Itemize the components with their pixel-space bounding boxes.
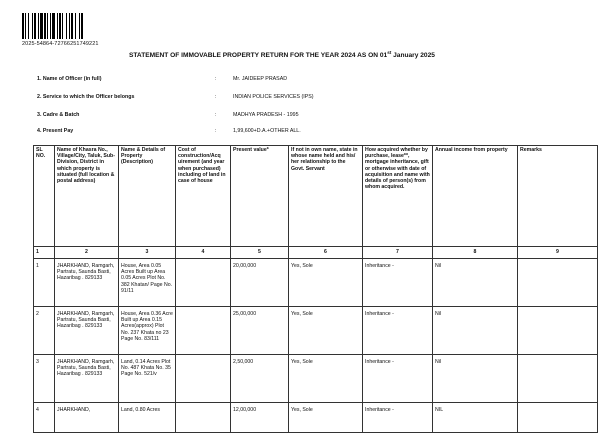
cell-property-details: House, Area 0.05 Acres Built up Area 0.05 Acres Plot No. 382 Khatan/ Page No. 91/11 (119, 259, 176, 307)
cell-cost (176, 307, 231, 355)
table-header-row (34, 146, 598, 247)
cell-cost (176, 259, 231, 307)
cell-remarks (518, 355, 598, 403)
cell-annual-income: Nil (433, 259, 518, 307)
field-value: Mr. JAIDEEP PRASAD (233, 76, 288, 82)
cell-annual-income: NIL (433, 403, 518, 433)
table-row (34, 307, 598, 355)
title-main: STATEMENT OF IMMOVABLE PROPERTY RETURN FOR THE YEAR 2024 AS ON (129, 52, 378, 60)
cell-owner: Yes, Sole (289, 355, 363, 403)
cell-location: JHARKHAND, Ramgarh, Partratu, Saunda Basti, Hazaribag . 829133 (55, 355, 119, 403)
cell-annual-income: Nil (433, 307, 518, 355)
table-row (34, 355, 598, 403)
cell-remarks (518, 259, 598, 307)
cell-how-acquired: Inheritance - (363, 355, 433, 403)
header-present-value: Present value* (231, 146, 289, 247)
cell-sl-no: 4 (34, 403, 55, 433)
field-colon: : (215, 94, 217, 100)
title-day: 01 (379, 52, 388, 60)
field-value: MADHYA PRADESH - 1995 (233, 112, 299, 118)
field-colon: : (215, 76, 217, 82)
header-remarks: Remarks (518, 146, 598, 247)
title-day-suffix: st (387, 50, 392, 55)
barcode (22, 13, 120, 39)
cell-property-details: House, Area 0.36 Acre Built up Area 0.15 Acres(approx) Plot No. 237 Khata no 23 Page No. 83/111 (119, 307, 176, 355)
header-location: Name of Khasra No., Village/City, Taluk, Sub-Division, District in which property is situated (full location & postal address) (55, 146, 119, 247)
column-number: 4 (176, 247, 231, 259)
table-row (34, 259, 598, 307)
cell-how-acquired: Inheritance - (363, 259, 433, 307)
title-month-year: January 2025 (393, 52, 435, 60)
column-number: 5 (231, 247, 289, 259)
field-label: 4. Present Pay (37, 128, 74, 134)
cell-remarks (518, 403, 598, 433)
cell-how-acquired: Inheritance - (363, 307, 433, 355)
header-cost: Cost of construction/Acq uirement (and year when purchased) including of land in case of house (176, 146, 231, 247)
column-number: 7 (363, 247, 433, 259)
cell-present-value: 20,00,000 (231, 259, 289, 307)
cell-cost (176, 403, 231, 433)
cell-owner: Yes, Sole (289, 259, 363, 307)
document-title (129, 50, 435, 59)
header-annual-income: Annual income from property (433, 146, 518, 247)
column-number-row (34, 247, 598, 259)
cell-sl-no: 1 (34, 259, 55, 307)
column-number: 6 (289, 247, 363, 259)
field-value: 1,99,600+D.A.+OTHER ALL. (233, 128, 301, 134)
cell-location: JHARKHAND, Ramgarh, Partratu, Saunda Basti, Hazaribag . 829133 (55, 307, 119, 355)
header-owner: If not in own name, state in whose name held and his/ her relationship to the Govt. Servant (289, 146, 363, 247)
cell-owner: Yes, Sole (289, 403, 363, 433)
cell-present-value: 2,50,000 (231, 355, 289, 403)
table-row (34, 403, 598, 433)
field-label: 1. Name of Officer (in full) (37, 76, 102, 82)
column-number: 2 (55, 247, 119, 259)
header-how-acquired: How acquired whether by purchase, lease**, mortgage inheritance, gift or otherwise with date of acquisition and name with details of person(s) from whom acquired. (363, 146, 433, 247)
column-number: 9 (518, 247, 598, 259)
cell-location: JHARKHAND, (55, 403, 119, 433)
field-value: INDIAN POLICE SERVICES (IPS) (233, 94, 314, 100)
barcode-number: 2025-54864-72766251749221 (22, 41, 99, 47)
cell-property-details: Land, 0.14 Acres Plot No. 487 Khata No. 35 Page No. 521/v (119, 355, 176, 403)
column-number: 8 (433, 247, 518, 259)
header-sl-no: SL NO. (34, 146, 55, 247)
cell-how-acquired: Inheritance - (363, 403, 433, 433)
cell-cost (176, 355, 231, 403)
field-colon: : (215, 128, 217, 134)
field-colon: : (215, 112, 217, 118)
column-number: 1 (34, 247, 55, 259)
cell-owner: Yes, Sole (289, 307, 363, 355)
cell-present-value: 12,00,000 (231, 403, 289, 433)
property-table (33, 145, 598, 433)
field-label: 3. Cadre & Batch (37, 112, 80, 118)
column-number: 3 (119, 247, 176, 259)
cell-sl-no: 2 (34, 307, 55, 355)
cell-location: JHARKHAND, Ramgarh, Partratu, Saunda Basti, Hazaribag . 829133 (55, 259, 119, 307)
barcode-gap (83, 13, 84, 39)
cell-remarks (518, 307, 598, 355)
cell-present-value: 25,00,000 (231, 307, 289, 355)
field-label: 2. Service to which the Officer belongs (37, 94, 135, 100)
cell-sl-no: 3 (34, 355, 55, 403)
cell-annual-income: Nil (433, 355, 518, 403)
cell-property-details: Land, 0.80 Acres (119, 403, 176, 433)
header-property-details: Name & Details of Property (Description) (119, 146, 176, 247)
